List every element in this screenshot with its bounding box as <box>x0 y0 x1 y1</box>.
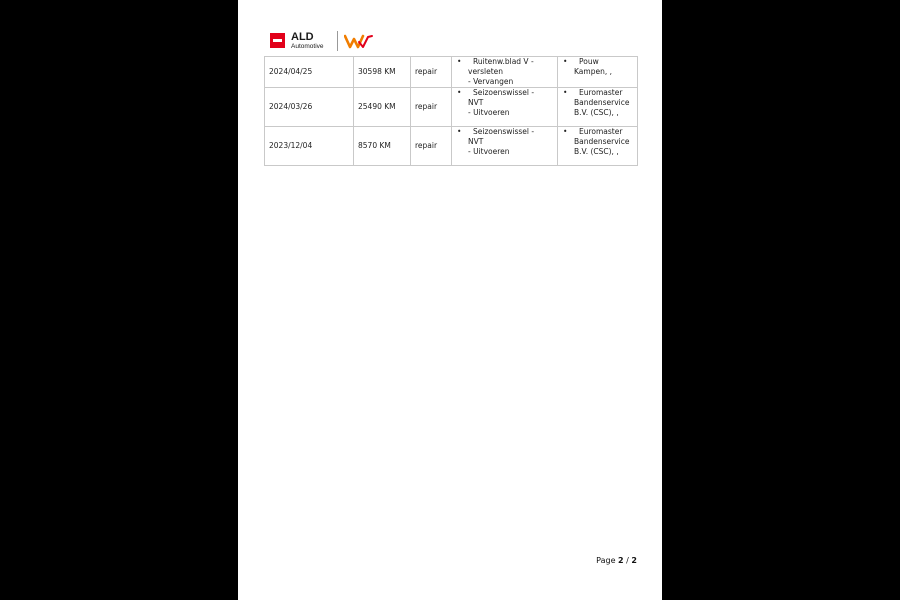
garage-item <box>574 127 633 157</box>
garage-line: • Pouw <box>579 57 599 66</box>
garage-list <box>562 57 633 77</box>
table-row <box>265 88 638 127</box>
description-line: NVT <box>468 98 484 107</box>
garage-line: B.V. (CSC), , <box>574 147 619 156</box>
logo-divider <box>337 31 338 51</box>
ald-logo-mark <box>270 33 285 48</box>
description-item <box>468 127 553 157</box>
description-line: - Uitvoeren <box>468 147 510 156</box>
date-cell: 2023/12/04 <box>265 127 354 166</box>
description-line: - Uitvoeren <box>468 108 510 117</box>
garage-cell <box>558 88 638 127</box>
garage-item <box>574 88 633 118</box>
type-cell: repair <box>411 88 452 127</box>
table-row <box>265 57 638 88</box>
date-cell: 2024/03/26 <box>265 88 354 127</box>
ald-logo-name: ALD <box>291 31 314 43</box>
page-label: Page <box>596 556 616 565</box>
garage-line: B.V. (CSC), , <box>574 108 619 117</box>
description-list <box>456 57 553 87</box>
description-item <box>468 57 553 87</box>
maintenance-history-table <box>264 56 638 166</box>
mileage-cell: 25490 KM <box>354 88 411 127</box>
description-item <box>468 88 553 118</box>
description-line: • Seizoenswissel - <box>473 88 535 97</box>
mileage-cell: 30598 KM <box>354 57 411 88</box>
garage-line: Kampen, , <box>574 67 612 76</box>
garage-list <box>562 127 633 157</box>
garage-cell <box>558 127 638 166</box>
current-page: 2 <box>618 556 624 565</box>
table-row <box>265 127 638 166</box>
garage-line: • Euromaster <box>579 127 623 136</box>
garage-item <box>574 57 633 77</box>
description-cell <box>452 127 558 166</box>
page-header <box>270 31 380 51</box>
mileage-cell: 8570 KM <box>354 127 411 166</box>
ald-logo-subtitle: Automotive <box>291 43 324 50</box>
description-cell <box>452 57 558 88</box>
garage-cell <box>558 57 638 88</box>
total-pages: 2 <box>631 556 637 565</box>
description-line: versleten <box>468 67 504 76</box>
type-cell: repair <box>411 127 452 166</box>
description-line: - Vervangen <box>468 77 514 86</box>
document-page <box>238 0 662 600</box>
date-cell: 2024/04/25 <box>265 57 354 88</box>
description-line: NVT <box>468 137 484 146</box>
garage-list <box>562 88 633 118</box>
type-cell: repair <box>411 57 452 88</box>
description-line: • Ruitenw.blad V - <box>473 57 534 66</box>
garage-line: • Euromaster <box>579 88 623 97</box>
page-number <box>596 556 637 565</box>
description-line: • Seizoenswissel - <box>473 127 535 136</box>
description-list <box>456 88 553 118</box>
description-list <box>456 127 553 157</box>
w-brand-logo <box>344 33 374 49</box>
description-cell <box>452 88 558 127</box>
garage-line: Bandenservice <box>574 98 630 107</box>
garage-line: Bandenservice <box>574 137 630 146</box>
page-separator: / <box>626 556 629 565</box>
